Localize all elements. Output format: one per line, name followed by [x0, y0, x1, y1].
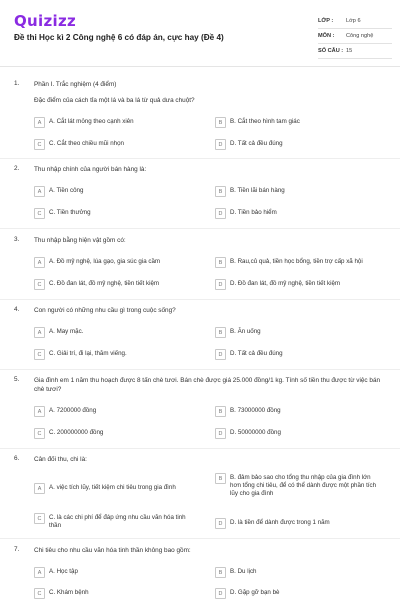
option-letter: A: [34, 257, 45, 268]
option-letter: A: [34, 483, 45, 494]
option-a[interactable]: [34, 186, 199, 197]
meta-value: 15: [346, 48, 353, 54]
option-text: C. Tiền thưởng: [49, 209, 91, 216]
meta-value: Công nghệ: [346, 33, 374, 39]
question-divider: [0, 448, 400, 449]
option-letter: C: [34, 349, 45, 360]
option-a[interactable]: [34, 327, 199, 338]
option-text: A. Đồ mỹ nghệ, lúa gạo, gia súc gia cầm: [49, 258, 161, 265]
option-d[interactable]: [215, 428, 380, 439]
option-letter: A: [34, 567, 45, 578]
question-divider: [0, 299, 400, 300]
option-c[interactable]: [34, 208, 199, 219]
option-letter: B: [215, 473, 226, 484]
option-b[interactable]: [215, 473, 380, 498]
question-divider: [0, 369, 400, 370]
question-text: Gia đình em 1 năm thu hoạch được 8 tấn chè tươi. Bán chè được giá 25.000 đồng/1 kg. Tính số tiền thu được từ việc bán chè tươi?: [34, 377, 381, 393]
meta-row-subject: [318, 29, 392, 44]
question-text: Phần I. Trắc nghiệm (4 điểm): [34, 81, 117, 88]
option-letter: B: [215, 117, 226, 128]
option-d[interactable]: [215, 349, 380, 360]
option-c[interactable]: [34, 279, 199, 290]
option-letter: B: [215, 186, 226, 197]
option-text: D. Tất cả đều đúng: [230, 350, 283, 357]
option-text: D. 50000000 đồng: [230, 429, 281, 436]
page-title: Đề thi Học kì 2 Công nghệ 6 có đáp án, cực hay (Đề 4): [14, 33, 224, 42]
option-letter: B: [215, 327, 226, 338]
option-text: A. 7200000 đồng: [49, 407, 97, 414]
question-divider: [0, 228, 400, 229]
option-letter: D: [215, 349, 226, 360]
option-text: B. Ăn uống: [230, 328, 261, 335]
option-letter: B: [215, 406, 226, 417]
option-c[interactable]: [34, 513, 199, 530]
question-text: Thu nhập chính của người bán hàng là:: [34, 166, 147, 173]
question-text-2: Đặc điểm của cách tỉa một lá và ba lá từ quả dưa chuột?: [34, 97, 195, 104]
option-letter: A: [34, 406, 45, 417]
meta-key: LỚP :: [318, 18, 334, 24]
meta-key: SỐ CÂU :: [318, 48, 344, 54]
question-text: Cân đối thu, chi là:: [34, 456, 87, 463]
option-letter: D: [215, 588, 226, 599]
option-d[interactable]: [215, 518, 380, 529]
question-text: Con người có những nhu cầu gì trong cuộc sống?: [34, 307, 176, 314]
option-text: C. Khám bệnh: [49, 589, 89, 596]
question-number: 5.: [14, 376, 20, 383]
option-text: D. Tiền bảo hiểm: [230, 209, 277, 216]
option-c[interactable]: [34, 428, 199, 439]
question-divider: [0, 158, 400, 159]
option-a[interactable]: [34, 257, 199, 268]
option-b[interactable]: [215, 567, 380, 578]
question-divider: [0, 538, 400, 539]
meta-row-grade: [318, 14, 392, 29]
question-number: 7.: [14, 546, 20, 553]
option-b[interactable]: [215, 257, 380, 268]
meta-key: MÔN :: [318, 33, 335, 39]
option-letter: C: [34, 588, 45, 599]
option-text: C. 200000000 đồng: [49, 429, 104, 436]
option-letter: D: [215, 139, 226, 150]
option-a[interactable]: [34, 406, 199, 417]
option-letter: B: [215, 257, 226, 268]
option-letter: C: [34, 208, 45, 219]
option-c[interactable]: [34, 588, 199, 599]
option-text: B. Cắt theo hình tam giác: [230, 118, 300, 125]
option-text: B. Du lịch: [230, 568, 257, 575]
question-number: 2.: [14, 165, 20, 172]
question-text: Thu nhập bằng hiện vật gồm có:: [34, 237, 126, 244]
option-d[interactable]: [215, 139, 380, 150]
option-text: B. Tiền lãi bán hàng: [230, 187, 285, 194]
option-letter: D: [215, 518, 226, 529]
option-letter: C: [34, 139, 45, 150]
option-b[interactable]: [215, 327, 380, 338]
option-text: A. Tiền công: [49, 187, 84, 194]
option-letter: A: [34, 186, 45, 197]
meta-row-count: [318, 44, 392, 59]
option-text: B. Rau,củ quả, tiền học bổng, tiền trợ cấp xã hội: [230, 258, 363, 265]
option-text: B. 73000000 đồng: [230, 407, 281, 414]
option-letter: D: [215, 428, 226, 439]
option-letter: B: [215, 567, 226, 578]
question-number: 6.: [14, 455, 20, 462]
option-d[interactable]: [215, 588, 380, 599]
question-number: 1.: [14, 80, 20, 87]
option-text: C. Đồ đan lát, đồ mỹ nghệ, tiền tiết kiệm: [49, 280, 160, 287]
option-text: A. Học tập: [49, 568, 78, 575]
option-d[interactable]: [215, 279, 380, 290]
option-text: A. May mặc.: [49, 328, 84, 335]
option-text: C. là các chi phí để đáp ứng nhu cầu văn hóa tinh thần: [49, 514, 186, 529]
option-text: D. Tất cả đều đúng: [230, 140, 283, 147]
header-divider: [0, 66, 400, 67]
option-a[interactable]: [34, 117, 199, 128]
option-letter: A: [34, 327, 45, 338]
question-number: 3.: [14, 236, 20, 243]
option-letter: C: [34, 279, 45, 290]
option-c[interactable]: [34, 349, 199, 360]
option-letter: D: [215, 279, 226, 290]
option-text: C. Cắt theo chiều mũi nhọn: [49, 140, 124, 147]
option-text: D. là tiền để dành được trong 1 năm: [230, 519, 330, 526]
option-text: D. Gặp gỡ bạn bè: [230, 589, 280, 596]
option-text: B. đảm bảo sao cho tổng thu nhập của gia đình lớn hơn tổng chi tiêu, để có thể dành được một phần tích lũy cho gia đình: [230, 474, 377, 497]
option-text: C. Giải trí, đi lại, thăm viếng.: [49, 350, 127, 357]
option-b[interactable]: [215, 117, 380, 128]
option-text: A. việc tích lũy, tiết kiệm chi tiêu trong gia đình: [49, 484, 176, 491]
option-text: D. Đồ đan lát, đồ mỹ nghệ, tiền tiết kiệm: [230, 280, 341, 287]
meta-table: [318, 14, 392, 59]
option-d[interactable]: [215, 208, 380, 219]
option-letter: C: [34, 428, 45, 439]
meta-value: Lớp 6: [346, 18, 361, 24]
option-letter: C: [34, 513, 45, 524]
option-letter: A: [34, 117, 45, 128]
question-number: 4.: [14, 306, 20, 313]
option-a[interactable]: [34, 567, 199, 578]
question-text: Chi tiêu cho nhu cầu văn hóa tinh thần không bao gồm:: [34, 547, 191, 554]
option-text: A. Cắt lát mỏng theo cạnh xiên: [49, 118, 134, 125]
option-b[interactable]: [215, 186, 380, 197]
quizizz-logo: Quizizz: [14, 12, 77, 30]
option-b[interactable]: [215, 406, 380, 417]
option-letter: D: [215, 208, 226, 219]
option-a[interactable]: [34, 483, 199, 494]
option-c[interactable]: [34, 139, 199, 150]
